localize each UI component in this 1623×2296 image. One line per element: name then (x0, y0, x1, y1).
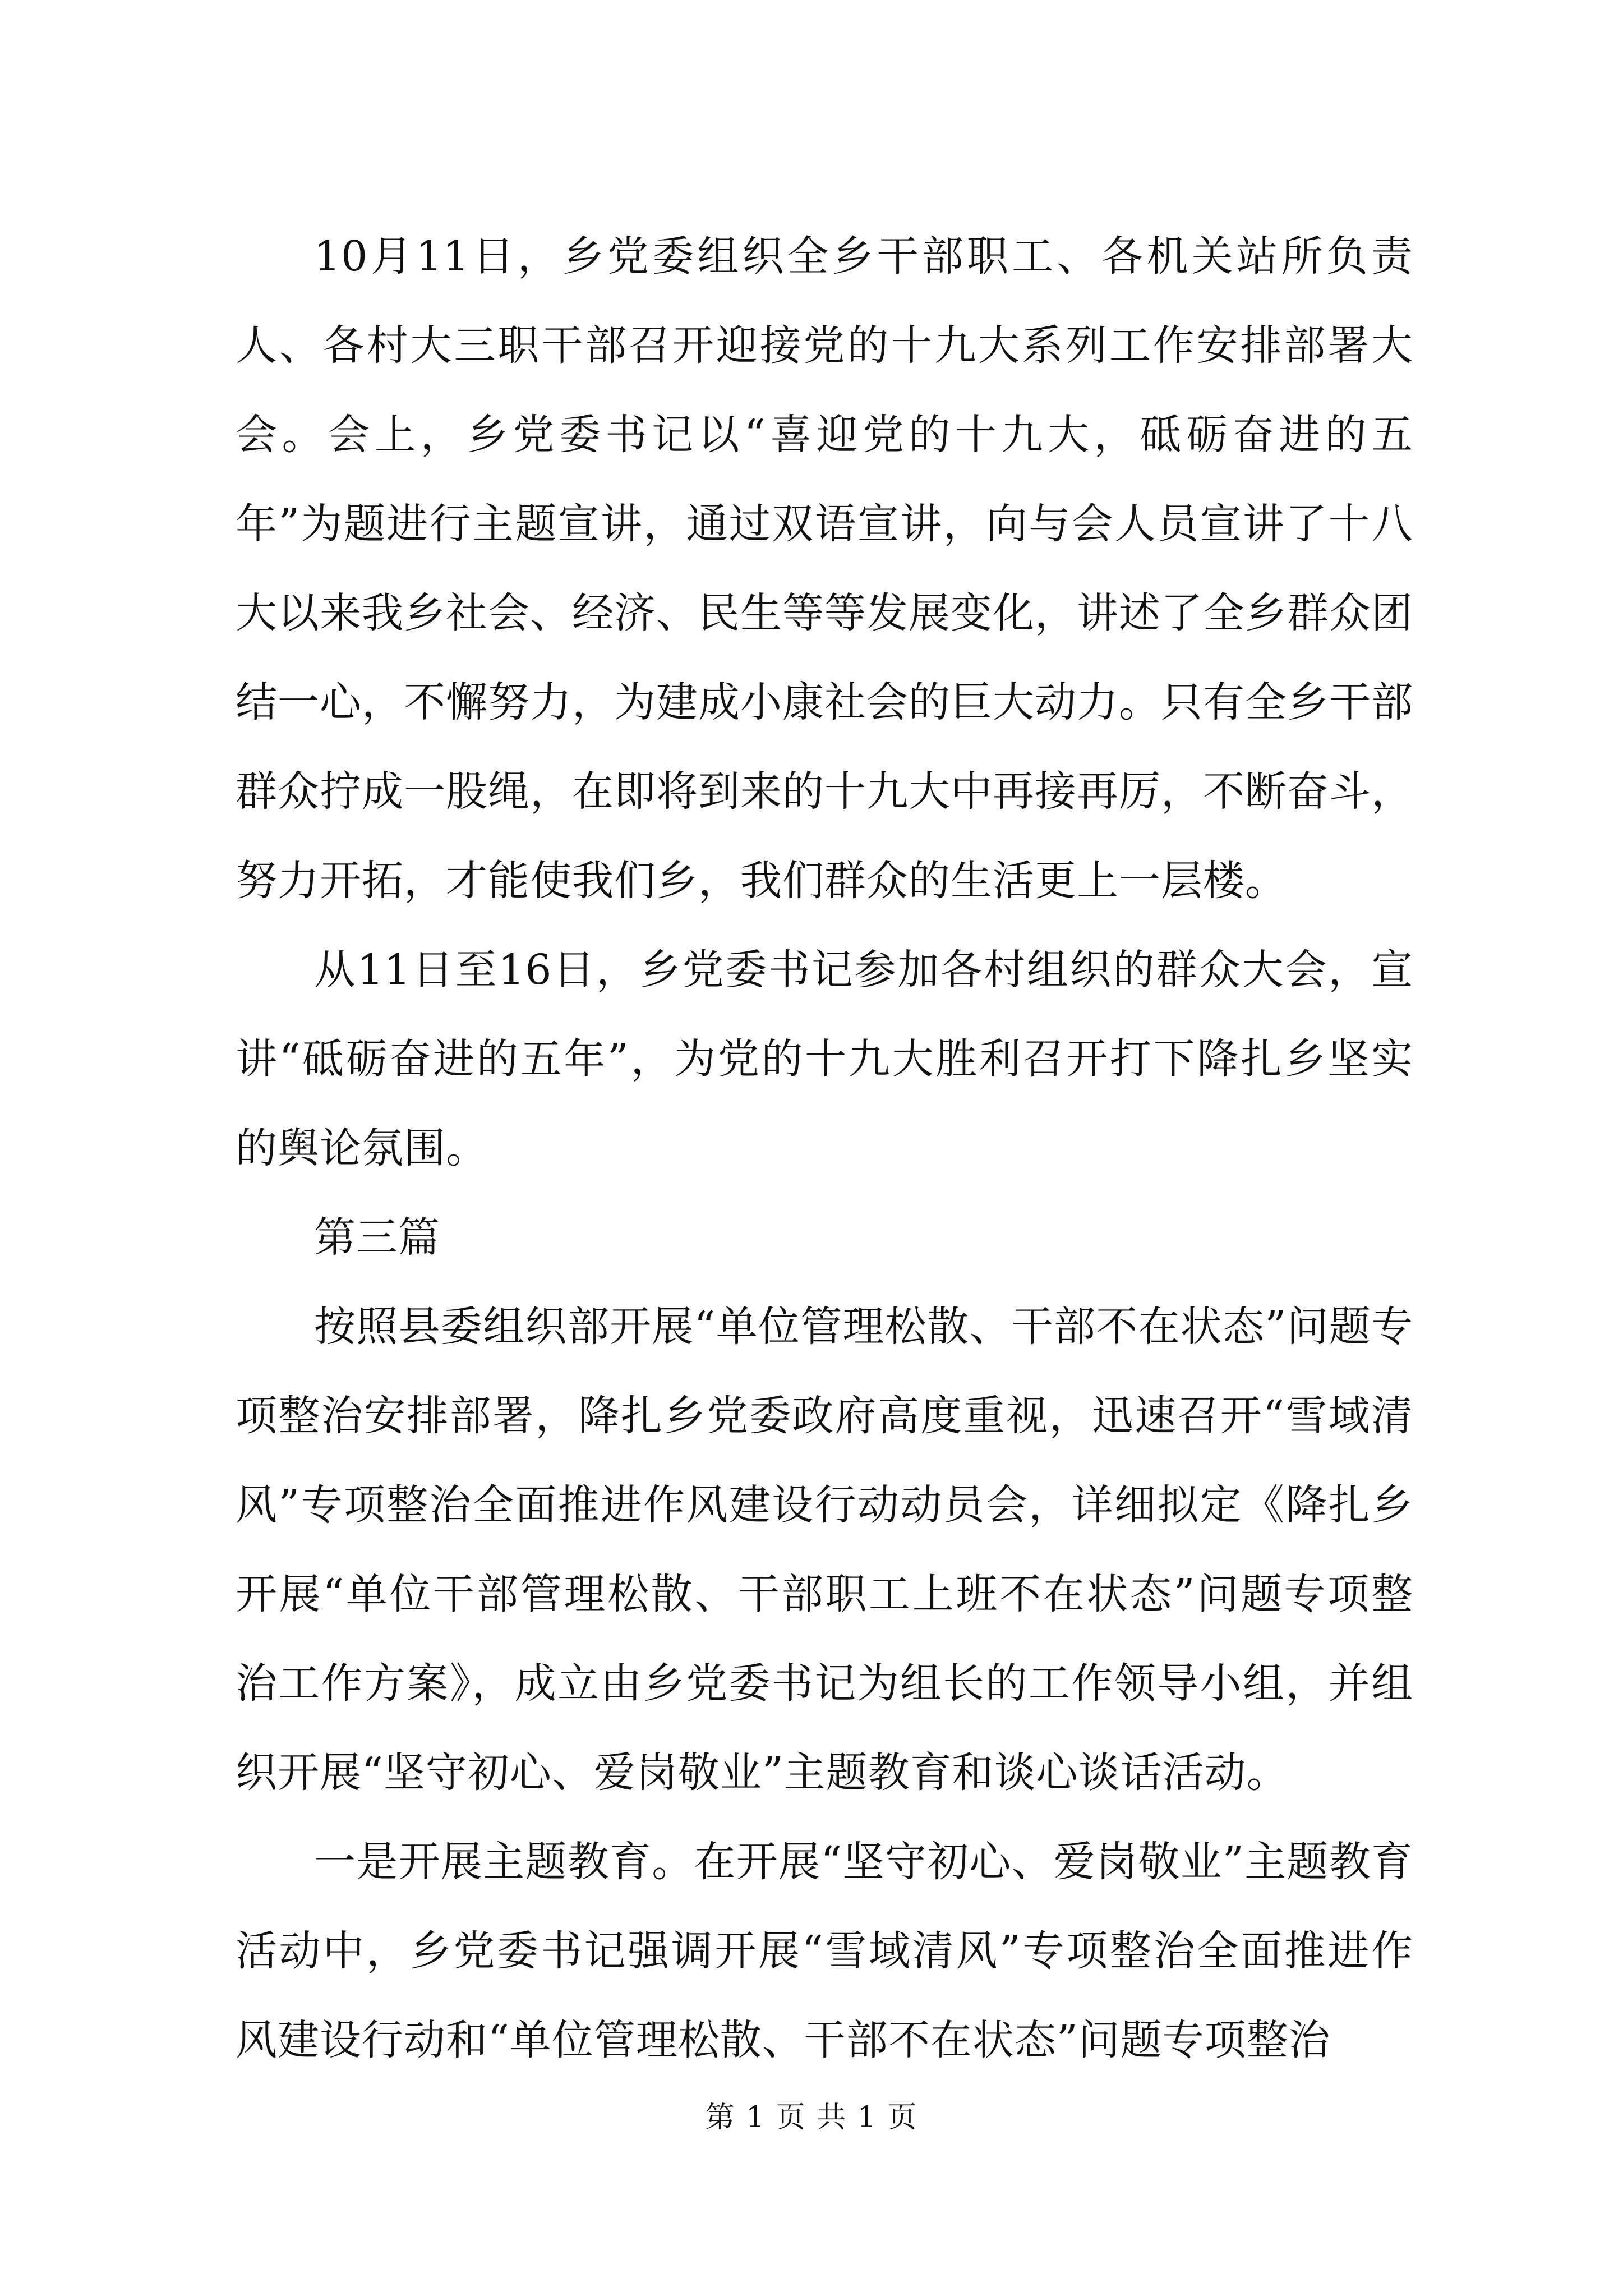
paragraph-village-lectures: 从11日至16日，乡党委书记参加各村组织的群众大会，宣讲“砥砺奋进的五年”，为党的十九大胜利召开打下降扎乡坚实的舆论氛围。 (236, 946, 1413, 1172)
section-heading: 第三篇 (314, 1213, 440, 1262)
paragraph-meeting: 10月11日，乡党委组织全乡干部职工、各机关站所负责人、各村大三职干部召开迎接党的十九大系列工作安排部署大会。会上，乡党委书记以“喜迎党的十九大，砥砺奋进的五年”为题进行主题宣讲，通过双语宣讲，向与会人员宣讲了十八大以来我乡社会、经济、民生等等发展变化，讲述了全乡群众团结一心，不懈努力，为建成小康社会的巨大动力。只有全乡干部群众拧成一股绳，在即将到来的十九大中再接再厉，不断奋斗，努力开拓，才能使我们乡，我们群众的生活更上一层楼。 (236, 232, 1413, 905)
paragraph-rectification: 按照县委组织部开展“单位管理松散、干部不在状态”问题专项整治安排部署，降扎乡党委政府高度重视，迅速召开“雪域清风”专项整治全面推进作风建设行动动员会，详细拟定《降扎乡开展“单位干部管理松散、干部职工上班不在状态”问题专项整治工作方案》，成立由乡党委书记为组长的工作领导小组，并组织开展“坚守初心、爱岗敬业”主题教育和谈心谈话活动。 (236, 1303, 1413, 1797)
page-number-footer: 第 1 页 共 1 页 (705, 2101, 918, 2134)
paragraph-theme-education: 一是开展主题教育。在开展“坚守初心、爱岗敬业”主题教育活动中，乡党委书记强调开展“雪域清风”专项整治全面推进作风建设行动和“单位管理松散、干部不在状态”问题专项整治 (236, 1838, 1413, 2064)
document-body (236, 212, 1413, 2085)
